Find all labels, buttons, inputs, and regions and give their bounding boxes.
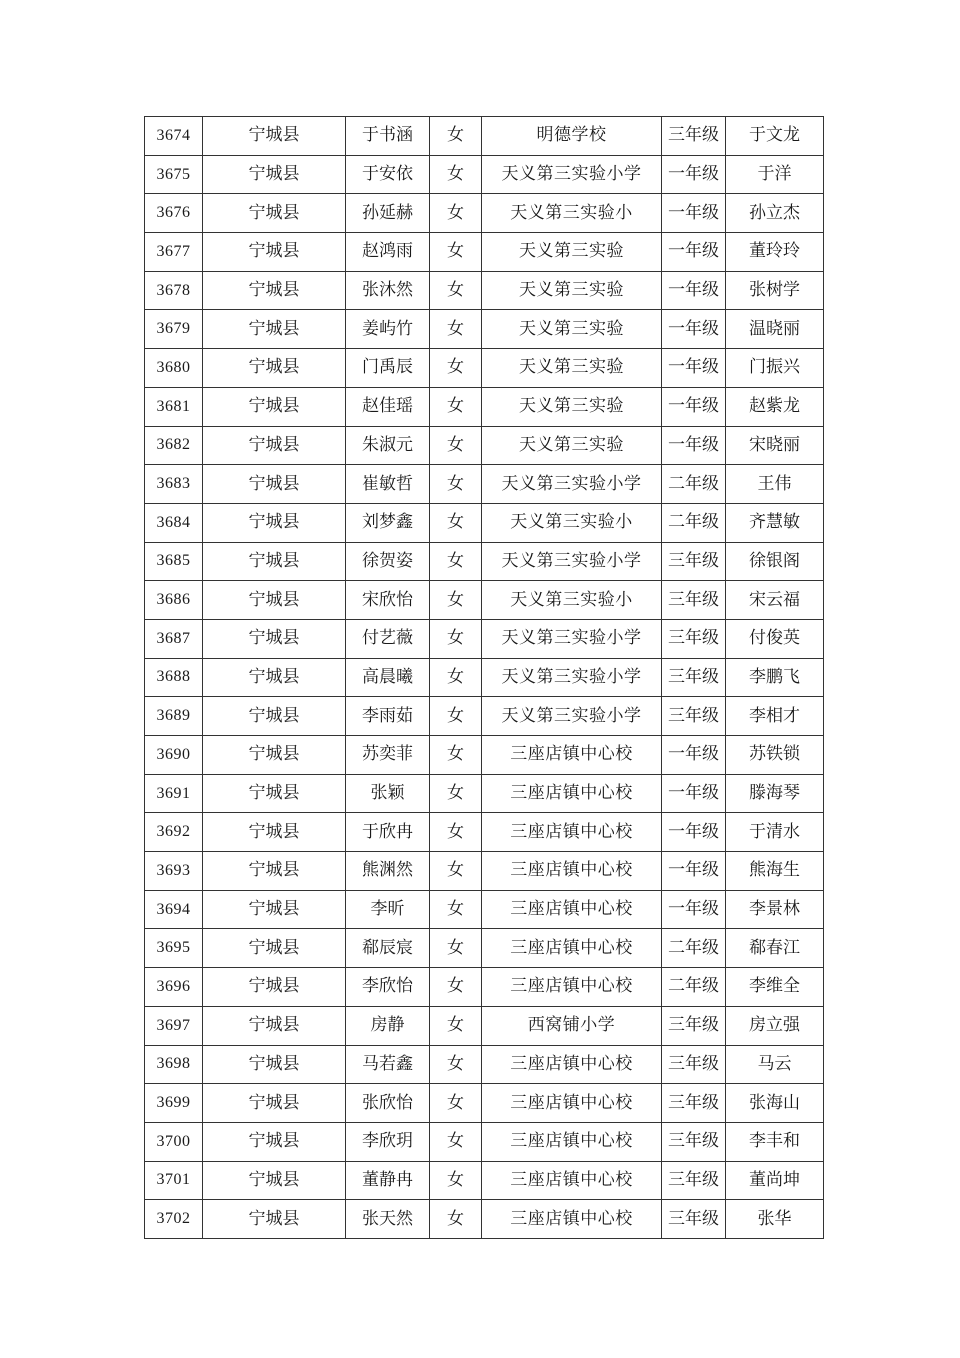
- cell-county: 宁城县: [203, 581, 346, 620]
- table-row: [145, 155, 824, 194]
- cell-gender: 女: [430, 465, 482, 504]
- cell-student-name: 高晨曦: [346, 658, 430, 697]
- cell-school: 西窝铺小学: [482, 1006, 662, 1045]
- cell-grade: 一年级: [662, 774, 726, 813]
- cell-county: 宁城县: [203, 349, 346, 388]
- table-row: [145, 658, 824, 697]
- cell-school: 三座店镇中心校: [482, 1200, 662, 1239]
- cell-student-name: 张天然: [346, 1200, 430, 1239]
- cell-gender: 女: [430, 233, 482, 272]
- cell-grade: 三年级: [662, 1006, 726, 1045]
- cell-student-name: 马若鑫: [346, 1045, 430, 1084]
- cell-school: 三座店镇中心校: [482, 1122, 662, 1161]
- cell-school: 三座店镇中心校: [482, 852, 662, 891]
- cell-grade: 一年级: [662, 155, 726, 194]
- cell-school: 天义第三实验小: [482, 503, 662, 542]
- cell-serial-number: 3682: [145, 426, 203, 465]
- cell-student-name: 于安依: [346, 155, 430, 194]
- cell-guardian: 温晓丽: [726, 310, 824, 349]
- cell-grade: 一年级: [662, 736, 726, 775]
- cell-school: 天义第三实验: [482, 426, 662, 465]
- cell-county: 宁城县: [203, 1200, 346, 1239]
- cell-school: 三座店镇中心校: [482, 1045, 662, 1084]
- roster-body: [145, 117, 824, 1239]
- cell-guardian: 李维全: [726, 968, 824, 1007]
- cell-guardian: 宋云福: [726, 581, 824, 620]
- cell-serial-number: 3687: [145, 619, 203, 658]
- cell-county: 宁城县: [203, 426, 346, 465]
- cell-county: 宁城县: [203, 503, 346, 542]
- table-row: [145, 736, 824, 775]
- cell-serial-number: 3695: [145, 929, 203, 968]
- cell-guardian: 付俊英: [726, 619, 824, 658]
- table-row: [145, 581, 824, 620]
- cell-school: 三座店镇中心校: [482, 890, 662, 929]
- cell-guardian: 宋晓丽: [726, 426, 824, 465]
- cell-serial-number: 3685: [145, 542, 203, 581]
- cell-guardian: 孙立杰: [726, 194, 824, 233]
- cell-grade: 一年级: [662, 852, 726, 891]
- cell-serial-number: 3675: [145, 155, 203, 194]
- cell-gender: 女: [430, 117, 482, 156]
- cell-student-name: 房静: [346, 1006, 430, 1045]
- cell-guardian: 门振兴: [726, 349, 824, 388]
- cell-serial-number: 3700: [145, 1122, 203, 1161]
- table-row: [145, 813, 824, 852]
- cell-gender: 女: [430, 697, 482, 736]
- cell-guardian: 张华: [726, 1200, 824, 1239]
- cell-grade: 二年级: [662, 929, 726, 968]
- cell-guardian: 于文龙: [726, 117, 824, 156]
- cell-serial-number: 3678: [145, 271, 203, 310]
- cell-county: 宁城县: [203, 968, 346, 1007]
- cell-school: 明德学校: [482, 117, 662, 156]
- cell-school: 天义第三实验: [482, 349, 662, 388]
- cell-guardian: 张海山: [726, 1084, 824, 1123]
- cell-gender: 女: [430, 349, 482, 388]
- student-roster-table: [144, 116, 824, 1239]
- cell-school: 天义第三实验小学: [482, 658, 662, 697]
- cell-guardian: 于清水: [726, 813, 824, 852]
- cell-serial-number: 3696: [145, 968, 203, 1007]
- cell-gender: 女: [430, 1006, 482, 1045]
- cell-grade: 三年级: [662, 1161, 726, 1200]
- cell-school: 三座店镇中心校: [482, 774, 662, 813]
- cell-serial-number: 3683: [145, 465, 203, 504]
- cell-school: 天义第三实验小学: [482, 619, 662, 658]
- cell-guardian: 张树学: [726, 271, 824, 310]
- cell-grade: 一年级: [662, 271, 726, 310]
- cell-gender: 女: [430, 194, 482, 233]
- cell-gender: 女: [430, 542, 482, 581]
- cell-school: 天义第三实验小学: [482, 155, 662, 194]
- cell-serial-number: 3684: [145, 503, 203, 542]
- cell-serial-number: 3681: [145, 387, 203, 426]
- cell-grade: 一年级: [662, 890, 726, 929]
- table-row: [145, 852, 824, 891]
- table-row: [145, 774, 824, 813]
- cell-guardian: 马云: [726, 1045, 824, 1084]
- cell-guardian: 房立强: [726, 1006, 824, 1045]
- cell-grade: 三年级: [662, 1122, 726, 1161]
- cell-serial-number: 3698: [145, 1045, 203, 1084]
- cell-guardian: 苏铁锁: [726, 736, 824, 775]
- cell-guardian: 滕海琴: [726, 774, 824, 813]
- cell-student-name: 宋欣怡: [346, 581, 430, 620]
- cell-student-name: 董静冉: [346, 1161, 430, 1200]
- cell-county: 宁城县: [203, 929, 346, 968]
- cell-student-name: 于欣冉: [346, 813, 430, 852]
- cell-student-name: 李欣玥: [346, 1122, 430, 1161]
- cell-gender: 女: [430, 852, 482, 891]
- cell-student-name: 孙延赫: [346, 194, 430, 233]
- cell-student-name: 张欣怡: [346, 1084, 430, 1123]
- cell-grade: 三年级: [662, 697, 726, 736]
- cell-serial-number: 3676: [145, 194, 203, 233]
- cell-gender: 女: [430, 271, 482, 310]
- table-row: [145, 1045, 824, 1084]
- cell-county: 宁城县: [203, 194, 346, 233]
- cell-school: 三座店镇中心校: [482, 968, 662, 1007]
- cell-student-name: 李欣怡: [346, 968, 430, 1007]
- cell-county: 宁城县: [203, 1122, 346, 1161]
- table-row: [145, 426, 824, 465]
- cell-county: 宁城县: [203, 619, 346, 658]
- cell-county: 宁城县: [203, 465, 346, 504]
- cell-student-name: 徐贺姿: [346, 542, 430, 581]
- cell-county: 宁城县: [203, 1161, 346, 1200]
- cell-gender: 女: [430, 929, 482, 968]
- cell-grade: 二年级: [662, 465, 726, 504]
- cell-county: 宁城县: [203, 1006, 346, 1045]
- cell-student-name: 姜屿竹: [346, 310, 430, 349]
- table-row: [145, 465, 824, 504]
- cell-guardian: 董尚坤: [726, 1161, 824, 1200]
- cell-student-name: 李昕: [346, 890, 430, 929]
- cell-county: 宁城县: [203, 387, 346, 426]
- table-row: [145, 233, 824, 272]
- cell-gender: 女: [430, 1161, 482, 1200]
- cell-student-name: 付艺薇: [346, 619, 430, 658]
- cell-county: 宁城县: [203, 155, 346, 194]
- cell-gender: 女: [430, 658, 482, 697]
- cell-student-name: 赵鸿雨: [346, 233, 430, 272]
- cell-guardian: 李景林: [726, 890, 824, 929]
- cell-school: 三座店镇中心校: [482, 736, 662, 775]
- cell-serial-number: 3699: [145, 1084, 203, 1123]
- cell-school: 三座店镇中心校: [482, 1084, 662, 1123]
- cell-county: 宁城县: [203, 774, 346, 813]
- table-row: [145, 1006, 824, 1045]
- cell-grade: 一年级: [662, 194, 726, 233]
- cell-serial-number: 3697: [145, 1006, 203, 1045]
- cell-guardian: 于洋: [726, 155, 824, 194]
- cell-gender: 女: [430, 1122, 482, 1161]
- cell-county: 宁城县: [203, 890, 346, 929]
- cell-county: 宁城县: [203, 658, 346, 697]
- cell-student-name: 苏奕菲: [346, 736, 430, 775]
- table-row: [145, 1200, 824, 1239]
- cell-serial-number: 3702: [145, 1200, 203, 1239]
- cell-student-name: 李雨茹: [346, 697, 430, 736]
- cell-school: 天义第三实验小学: [482, 697, 662, 736]
- cell-serial-number: 3692: [145, 813, 203, 852]
- cell-grade: 三年级: [662, 1200, 726, 1239]
- cell-gender: 女: [430, 581, 482, 620]
- cell-guardian: 李相才: [726, 697, 824, 736]
- cell-county: 宁城县: [203, 271, 346, 310]
- cell-gender: 女: [430, 503, 482, 542]
- table-row: [145, 542, 824, 581]
- cell-school: 天义第三实验: [482, 233, 662, 272]
- cell-guardian: 李鹏飞: [726, 658, 824, 697]
- cell-school: 天义第三实验: [482, 387, 662, 426]
- cell-guardian: 王伟: [726, 465, 824, 504]
- cell-grade: 一年级: [662, 349, 726, 388]
- cell-grade: 三年级: [662, 581, 726, 620]
- cell-guardian: 齐慧敏: [726, 503, 824, 542]
- cell-student-name: 于书涵: [346, 117, 430, 156]
- table-row: [145, 1084, 824, 1123]
- cell-serial-number: 3688: [145, 658, 203, 697]
- cell-grade: 一年级: [662, 387, 726, 426]
- cell-serial-number: 3694: [145, 890, 203, 929]
- cell-county: 宁城县: [203, 542, 346, 581]
- cell-gender: 女: [430, 426, 482, 465]
- cell-grade: 一年级: [662, 233, 726, 272]
- cell-gender: 女: [430, 968, 482, 1007]
- cell-student-name: 赵佳瑶: [346, 387, 430, 426]
- cell-grade: 二年级: [662, 503, 726, 542]
- cell-grade: 二年级: [662, 968, 726, 1007]
- cell-school: 三座店镇中心校: [482, 929, 662, 968]
- cell-school: 天义第三实验小: [482, 194, 662, 233]
- cell-county: 宁城县: [203, 233, 346, 272]
- cell-grade: 三年级: [662, 658, 726, 697]
- cell-guardian: 熊海生: [726, 852, 824, 891]
- cell-school: 天义第三实验小学: [482, 465, 662, 504]
- cell-gender: 女: [430, 619, 482, 658]
- cell-school: 天义第三实验: [482, 310, 662, 349]
- table-row: [145, 503, 824, 542]
- table-row: [145, 117, 824, 156]
- cell-guardian: 董玲玲: [726, 233, 824, 272]
- cell-county: 宁城县: [203, 736, 346, 775]
- cell-guardian: 李丰和: [726, 1122, 824, 1161]
- cell-grade: 一年级: [662, 813, 726, 852]
- table-row: [145, 271, 824, 310]
- cell-gender: 女: [430, 1084, 482, 1123]
- cell-gender: 女: [430, 1045, 482, 1084]
- cell-gender: 女: [430, 890, 482, 929]
- table-row: [145, 890, 824, 929]
- cell-serial-number: 3680: [145, 349, 203, 388]
- cell-gender: 女: [430, 1200, 482, 1239]
- cell-county: 宁城县: [203, 117, 346, 156]
- cell-serial-number: 3686: [145, 581, 203, 620]
- cell-grade: 三年级: [662, 117, 726, 156]
- cell-serial-number: 3689: [145, 697, 203, 736]
- cell-school: 天义第三实验小: [482, 581, 662, 620]
- cell-serial-number: 3701: [145, 1161, 203, 1200]
- cell-school: 天义第三实验: [482, 271, 662, 310]
- cell-serial-number: 3693: [145, 852, 203, 891]
- cell-gender: 女: [430, 310, 482, 349]
- cell-grade: 三年级: [662, 1045, 726, 1084]
- cell-student-name: 朱淑元: [346, 426, 430, 465]
- cell-guardian: 赵紫龙: [726, 387, 824, 426]
- table-row: [145, 968, 824, 1007]
- cell-gender: 女: [430, 155, 482, 194]
- table-row: [145, 619, 824, 658]
- cell-serial-number: 3690: [145, 736, 203, 775]
- cell-county: 宁城县: [203, 1045, 346, 1084]
- table-row: [145, 349, 824, 388]
- cell-student-name: 张颖: [346, 774, 430, 813]
- table-row: [145, 1122, 824, 1161]
- cell-county: 宁城县: [203, 852, 346, 891]
- table-row: [145, 1161, 824, 1200]
- cell-grade: 三年级: [662, 1084, 726, 1123]
- table-row: [145, 194, 824, 233]
- table-row: [145, 929, 824, 968]
- cell-gender: 女: [430, 813, 482, 852]
- table-row: [145, 387, 824, 426]
- cell-grade: 一年级: [662, 426, 726, 465]
- cell-serial-number: 3677: [145, 233, 203, 272]
- cell-grade: 一年级: [662, 310, 726, 349]
- cell-guardian: 徐银阁: [726, 542, 824, 581]
- cell-student-name: 崔敏哲: [346, 465, 430, 504]
- cell-county: 宁城县: [203, 697, 346, 736]
- cell-county: 宁城县: [203, 1084, 346, 1123]
- cell-student-name: 门禹辰: [346, 349, 430, 388]
- cell-county: 宁城县: [203, 310, 346, 349]
- cell-serial-number: 3691: [145, 774, 203, 813]
- cell-guardian: 郗春江: [726, 929, 824, 968]
- cell-gender: 女: [430, 774, 482, 813]
- cell-student-name: 刘梦鑫: [346, 503, 430, 542]
- cell-grade: 三年级: [662, 619, 726, 658]
- cell-gender: 女: [430, 387, 482, 426]
- cell-school: 天义第三实验小学: [482, 542, 662, 581]
- table-row: [145, 310, 824, 349]
- cell-serial-number: 3674: [145, 117, 203, 156]
- cell-county: 宁城县: [203, 813, 346, 852]
- cell-gender: 女: [430, 736, 482, 775]
- cell-student-name: 张沐然: [346, 271, 430, 310]
- cell-student-name: 郗辰宸: [346, 929, 430, 968]
- cell-serial-number: 3679: [145, 310, 203, 349]
- table-row: [145, 697, 824, 736]
- cell-school: 三座店镇中心校: [482, 1161, 662, 1200]
- cell-grade: 三年级: [662, 542, 726, 581]
- cell-student-name: 熊渊然: [346, 852, 430, 891]
- cell-school: 三座店镇中心校: [482, 813, 662, 852]
